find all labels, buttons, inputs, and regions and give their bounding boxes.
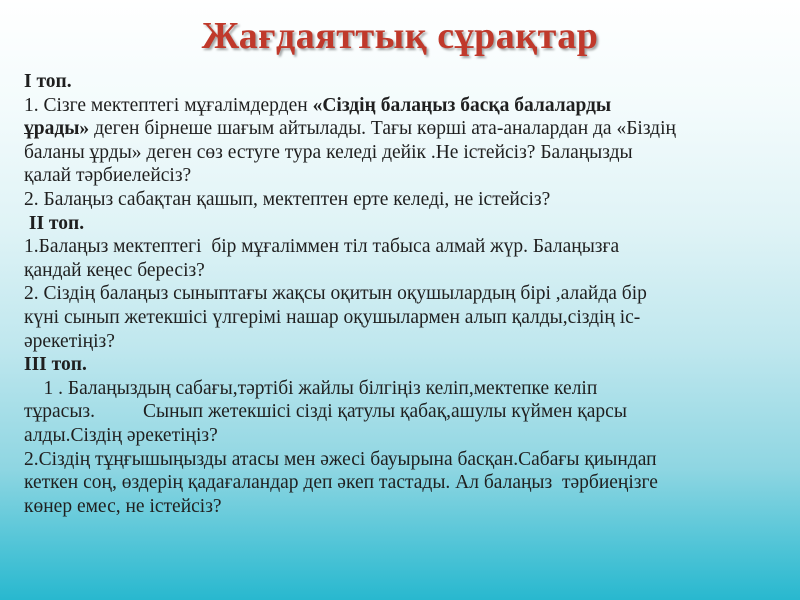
group-3-question-2-line-2: кеткен соң, өздерің қадағаландар деп әкеп тастады. Ал балаңыз тәрбиеңізге [24, 472, 658, 494]
group-2-question-2-line-3: әрекетіңіз? [24, 330, 115, 352]
group-2-question-1-line-2: қандай кеңес бересіз? [24, 259, 205, 281]
group-1-question-1-line-1: 1. Сізге мектептегі мұғалімдерден «Сіздің балаңыз басқа балаларды [24, 94, 612, 116]
group-1-question-2: 2. Балаңыз сабақтан қашып, мектептен ерте келеді, не істейсіз? [24, 188, 551, 210]
group-2-question-2-line-2: күні сынып жетекшісі үлгерімі нашар оқушылармен алып қалды,сіздің іс- [24, 306, 641, 328]
group-1-question-1-line-4: қалай тәрбиелейсіз? [24, 165, 192, 187]
group-3-question-2-line-1: 2.Сіздің тұңғышыңызды атасы мен әжесі бауырына басқан.Сабағы қиындап [24, 448, 657, 470]
group-1-question-1-line-3: баланы ұрды» деген сөз естуге тура келеді дейік .Не істейсіз? Балаңызды [24, 141, 633, 163]
group-3-question-1-line-2: тұрасыз. Сынып жетекшісі сізді қатулы қабақ,ашулы күймен қарсы [24, 401, 627, 423]
slide-title: Жағдаяттық сұрақтар [201, 15, 599, 57]
group-2-question-2-line-1: 2. Сіздің балаңыз сыныптағы жақсы оқитын оқушылардың бірі ,алайда бір [24, 283, 647, 305]
group-2-question-1-line-1: 1.Балаңыз мектептегі бір мұғаліммен тіл табыса алмай жүр. Балаңызға [24, 236, 620, 258]
group-3-question-1-line-1: 1 . Балаңыздың сабағы,тәртібі жайлы білгіңіз келіп,мектепке келіп [24, 377, 598, 399]
group-2-heading: ІІ топ. [24, 212, 85, 234]
group-1-question-1-line-2: ұрады» деген бірнеше шағым айтылады. Тағы көрші ата-аналардан да «Біздің [24, 118, 676, 140]
group-3-heading: ІІІ топ. [24, 354, 87, 376]
group-3-question-2-line-3: көнер емес, не істейсіз? [24, 495, 222, 517]
group-3-question-1-line-3: алды.Сіздің әрекетіңіз? [24, 424, 218, 446]
situational-questions-text [24, 70, 784, 518]
group-1-heading: І топ. [24, 71, 72, 92]
